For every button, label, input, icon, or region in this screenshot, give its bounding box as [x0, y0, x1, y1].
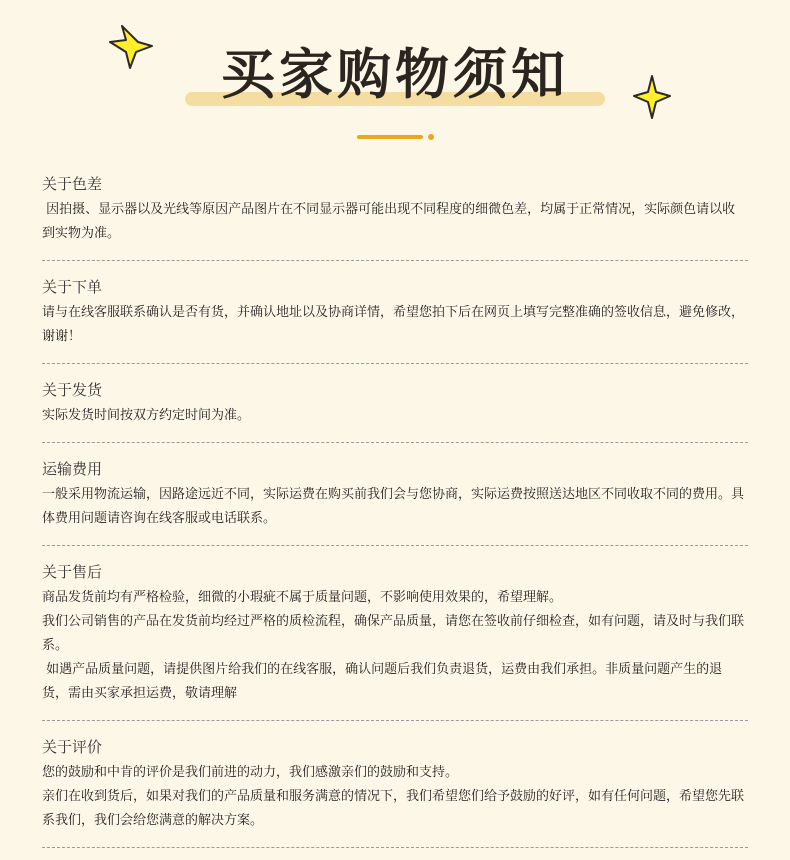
section-paragraph: 如遇产品质量问题，请提供图片给我们的在线客服，确认问题后我们负责退货，运费由我们承担。非质量问题产生的退货，需由买家承担运费，敬请理解 — [42, 662, 723, 701]
page-title: 买家购物须知 — [221, 43, 569, 106]
section-title: 关于发货 — [42, 381, 103, 399]
section-paragraph: 亲们在收到货后，如果对我们的产品质量和服务满意的情况下，我们希望您们给予鼓励的好评，如有任何问题，希望您先联系我们，我们会给您满意的解决方案。 — [42, 789, 745, 828]
section-paragraph: 我们公司销售的产品在发货前均经过严格的质检流程，确保产品质量，请您在签收前仔细检查，如有问题，请及时与我们联系。 — [42, 614, 745, 653]
notice-section — [42, 273, 748, 364]
notice-section — [42, 170, 748, 261]
section-title: 关于下单 — [42, 278, 103, 296]
title-divider-dot — [428, 134, 434, 140]
title-block — [185, 40, 605, 110]
notice-section — [42, 558, 748, 721]
section-paragraph: 一般采用物流运输，因路途远近不同，实际运费在购买前我们会与您协商，实际运费按照送达地区不同收取不同的费用。具体费用问题请咨询在线客服或电话联系。 — [42, 487, 745, 526]
page-header — [0, 0, 790, 150]
section-paragraph: 您的鼓励和中肯的评价是我们前进的动力，我们感激亲们的鼓励和支持。 — [42, 765, 459, 780]
section-paragraph: 请与在线客服联系确认是否有货，并确认地址以及协商详情，希望您拍下后在网页上填写完整准确的签收信息，避免修改，谢谢！ — [42, 305, 745, 344]
sparkle-star-icon — [632, 74, 672, 120]
section-title: 运输费用 — [42, 460, 103, 478]
section-title: 关于评价 — [42, 738, 103, 756]
notice-list — [42, 170, 748, 860]
title-divider — [357, 135, 423, 139]
section-title: 关于色差 — [42, 175, 103, 193]
section-paragraph: 商品发货前均有严格检验，细微的小瑕疵不属于质量问题，不影响使用效果的，希望理解。 — [42, 590, 563, 605]
sparkle-star-icon — [108, 24, 154, 70]
notice-section — [42, 733, 748, 848]
section-paragraph: 因拍摄、显示器以及光线等原因产品图片在不同显示器可能出现不同程度的细微色差，均属于正常情况，实际颜色请以收到实物为准。 — [42, 202, 736, 241]
section-paragraph: 实际发货时间按双方约定时间为准。 — [42, 408, 251, 423]
notice-section — [42, 455, 748, 546]
section-title: 关于售后 — [42, 563, 103, 581]
notice-section — [42, 376, 748, 443]
